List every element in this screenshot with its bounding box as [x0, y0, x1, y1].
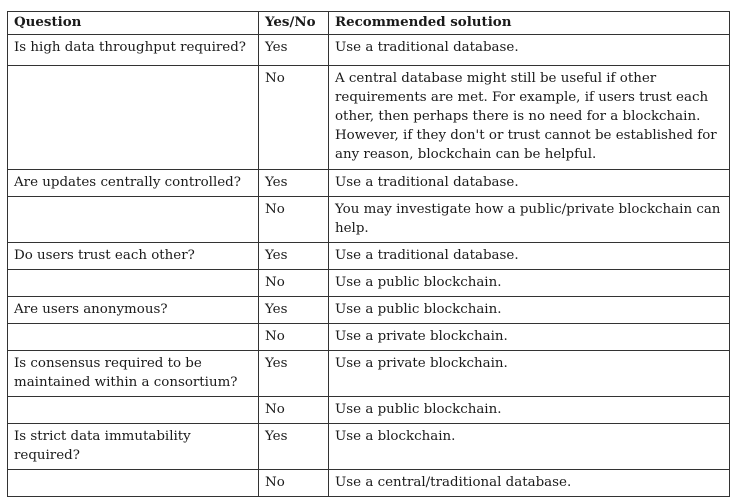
question-cell [8, 66, 259, 170]
answer-cell: No [259, 397, 329, 424]
solution-cell: A central database might still be useful if other requirements are met. For example, if users trust each other, then perhaps there is no need for a blockchain. However, if they don't or trust cannot be established for any reason, blockchain can be helpful. [329, 66, 730, 170]
answer-cell: Yes [259, 297, 329, 324]
header-yes-no: Yes/No [259, 12, 329, 35]
question-cell: Is strict data immutability required? [8, 424, 259, 470]
solution-cell: Use a traditional database. [329, 243, 730, 270]
solution-cell: Use a public blockchain. [329, 397, 730, 424]
question-cell: Do users trust each other? [8, 243, 259, 270]
question-cell [8, 197, 259, 243]
answer-cell: Yes [259, 170, 329, 197]
table-row [8, 297, 730, 324]
question-cell: Is high data throughput required? [8, 35, 259, 66]
answer-cell: No [259, 270, 329, 297]
answer-cell: No [259, 324, 329, 351]
table-row [8, 470, 730, 497]
question-cell [8, 397, 259, 424]
header-recommended-solution: Recommended solution [329, 12, 730, 35]
table-row [8, 66, 730, 170]
question-cell [8, 470, 259, 497]
table-row [8, 324, 730, 351]
question-cell: Is consensus required to be maintained within a consortium? [8, 351, 259, 397]
solution-cell: Use a private blockchain. [329, 351, 730, 397]
question-cell [8, 324, 259, 351]
solution-cell: You may investigate how a public/private blockchain can help. [329, 197, 730, 243]
question-cell [8, 270, 259, 297]
answer-cell: No [259, 470, 329, 497]
solution-cell: Use a central/traditional database. [329, 470, 730, 497]
question-cell: Are users anonymous? [8, 297, 259, 324]
table-header-row [8, 12, 730, 35]
table-row [8, 35, 730, 66]
answer-cell: Yes [259, 351, 329, 397]
solution-cell: Use a traditional database. [329, 35, 730, 66]
question-cell: Are updates centrally controlled? [8, 170, 259, 197]
solution-cell: Use a traditional database. [329, 170, 730, 197]
table-row [8, 397, 730, 424]
decision-table [7, 11, 730, 497]
table-row [8, 170, 730, 197]
answer-cell: Yes [259, 424, 329, 470]
solution-cell: Use a public blockchain. [329, 270, 730, 297]
table-row [8, 351, 730, 397]
answer-cell: Yes [259, 35, 329, 66]
decision-table-container [7, 11, 730, 497]
answer-cell: No [259, 197, 329, 243]
solution-cell: Use a public blockchain. [329, 297, 730, 324]
solution-cell: Use a blockchain. [329, 424, 730, 470]
header-question: Question [8, 12, 259, 35]
solution-cell: Use a private blockchain. [329, 324, 730, 351]
table-row [8, 270, 730, 297]
answer-cell: No [259, 66, 329, 170]
table-row [8, 424, 730, 470]
answer-cell: Yes [259, 243, 329, 270]
table-row [8, 243, 730, 270]
table-row [8, 197, 730, 243]
